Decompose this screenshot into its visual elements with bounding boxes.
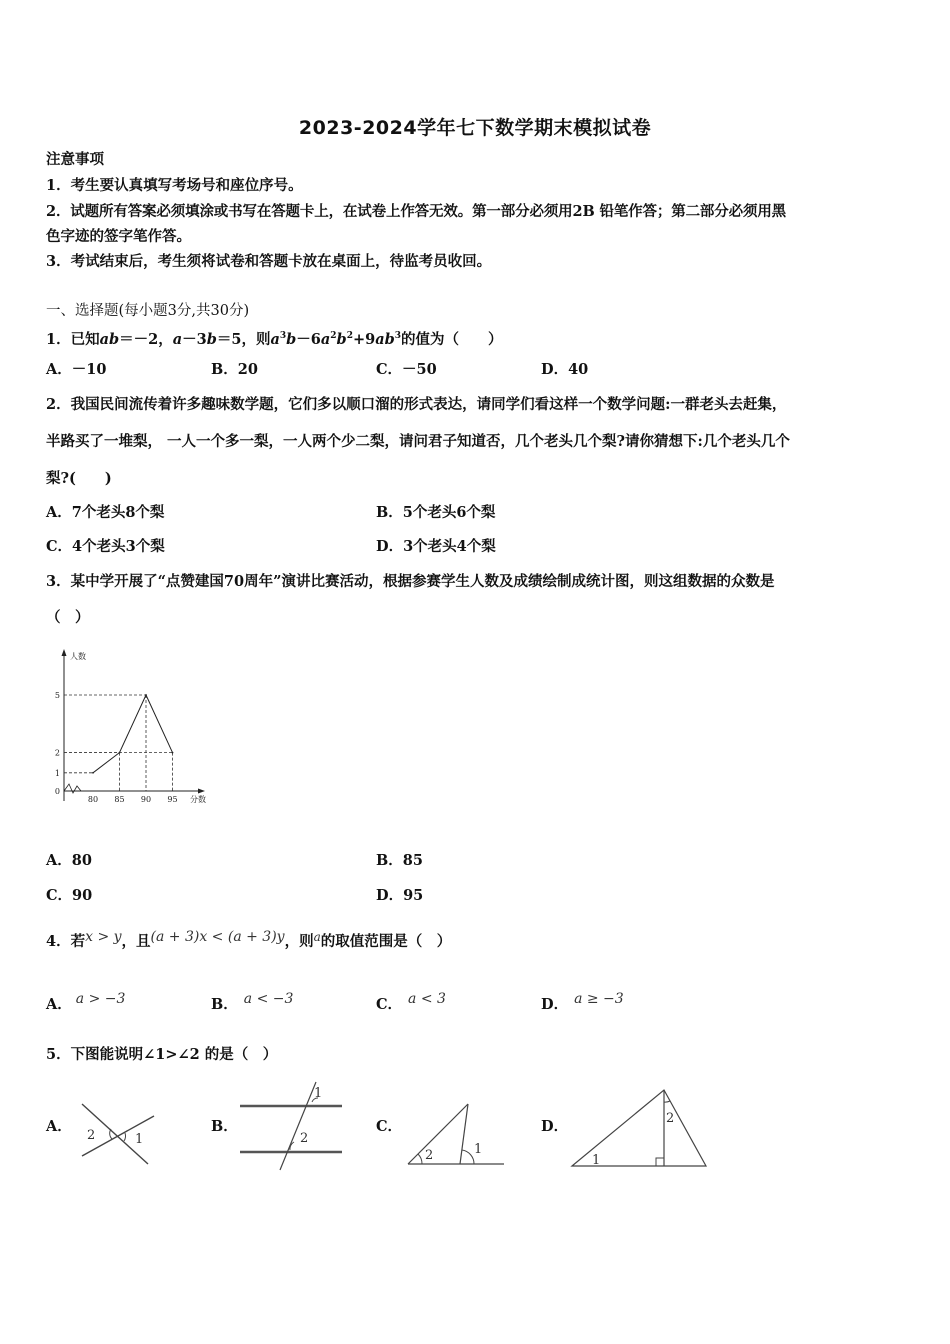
q1-text: ＝5，则: [216, 330, 271, 348]
q4-condition-1: x > y: [85, 929, 122, 945]
angle-label-2: 2: [87, 1128, 96, 1143]
q5-option-c[interactable]: C．: [376, 1118, 403, 1135]
q4-option-b[interactable]: [211, 991, 294, 1014]
y-tick-label: 0: [54, 787, 60, 796]
q1-var: b: [286, 330, 297, 348]
q5-option-a[interactable]: A．: [46, 1118, 72, 1135]
notice-item: 2．试题所有答案必须填涂或书写在答题卡上，在试卷上作答无效。第一部分必须用2B 铅笔作答；第二部分必须用黑: [46, 203, 787, 220]
q1-suffix: 的值为（ ）: [401, 330, 503, 348]
question-4: [46, 929, 452, 951]
option-expr: a ≥ −3: [574, 991, 624, 1007]
q1-option-a[interactable]: A．－10: [46, 361, 107, 378]
q1-option-c[interactable]: C．－50: [376, 361, 437, 378]
option-expr: a < −3: [243, 991, 294, 1007]
q5-figure-c[interactable]: [404, 1098, 508, 1168]
question-3-line: 3．某中学开展了“点赞建国70周年”演讲比赛活动，根据参赛学生人数及成绩绘制成统计图，则这组数据的众数是: [46, 573, 775, 590]
q1-exp: 3: [279, 331, 287, 341]
y-axis-label: 人数: [70, 652, 86, 661]
notice-heading: 注意事项: [46, 151, 104, 168]
right-angle-mark: [656, 1158, 664, 1166]
angle-arc: [124, 1133, 126, 1141]
axis-break: [64, 784, 81, 793]
section-heading: 一、选择题(每小题3分,共30分): [46, 303, 250, 319]
question-2-line: 2．我国民间流传着许多趣味数学题，它们多以顺口溜的形式表达，请同学们看这样一个数学问题:一群老头去赶集，: [46, 396, 787, 413]
q1-option-d[interactable]: D．40: [541, 361, 589, 378]
x-axis-label: 分数: [190, 795, 206, 804]
q1-var: b: [206, 330, 217, 348]
angle-arc: [664, 1101, 670, 1102]
q1-var: a: [270, 330, 280, 348]
q2-option-a[interactable]: A．7个老头8个梨: [46, 504, 165, 521]
x-axis-arrow: [198, 789, 205, 794]
notice-item: 3．考试结束后，考生须将试卷和答题卡放在桌面上，待监考员收回。: [46, 253, 492, 270]
y-tick-label: 1: [54, 768, 60, 778]
q4-mid2: ，则: [284, 933, 314, 950]
q3-option-d[interactable]: D．95: [376, 887, 424, 904]
angle-arc: [418, 1154, 422, 1164]
page-title: 2023-2024学年七下数学期末模拟试卷: [298, 117, 652, 139]
y-tick-label: 2: [54, 748, 60, 758]
q4-suffix: 的取值范围是（ ）: [320, 933, 452, 950]
q4-mid: ，且: [121, 933, 151, 950]
q3-option-b[interactable]: B．85: [376, 852, 423, 869]
option-expr: a < 3: [408, 991, 446, 1007]
q1-text: ＝－2，: [119, 330, 173, 348]
q3-option-c[interactable]: C．90: [46, 887, 93, 904]
angle-label-2: 2: [300, 1131, 309, 1146]
q5-option-b[interactable]: B．: [211, 1118, 238, 1135]
y-axis-arrow: [62, 649, 67, 656]
q5-option-d[interactable]: D．: [541, 1118, 569, 1135]
option-expr: a > −3: [75, 991, 126, 1007]
x-tick-label: 95: [167, 795, 178, 804]
angle-arc: [462, 1150, 474, 1164]
q1-var: ab: [375, 330, 395, 348]
q1-option-b[interactable]: B．20: [211, 361, 258, 378]
q1-var: ab: [99, 330, 120, 348]
data-point: [172, 752, 174, 754]
question-5: 5．下图能说明∠1>∠2 的是（ ）: [46, 1046, 278, 1063]
line: [460, 1104, 468, 1164]
option-label: C．: [376, 996, 403, 1013]
angle-label-2: 2: [425, 1148, 434, 1163]
x-tick-label: 80: [87, 795, 99, 804]
q1-var: a: [172, 330, 183, 348]
score-line-chart: [40, 645, 230, 810]
q2-option-c[interactable]: C．4个老头3个梨: [46, 538, 165, 555]
line: [280, 1082, 316, 1170]
angle-label-1: 1: [314, 1086, 323, 1101]
q1-text: －3: [182, 330, 207, 348]
q4-option-c[interactable]: [376, 991, 446, 1014]
q1-text: －6: [296, 330, 321, 348]
data-point: [119, 752, 121, 754]
q4-option-a[interactable]: [46, 991, 126, 1014]
x-tick-label: 90: [140, 795, 152, 804]
question-2-line: 半路买了一堆梨， 一人一个多一梨，一人两个少二梨，请问君子知道否，几个老头几个梨?请你猜想下:几个老头几个: [46, 433, 790, 450]
data-point: [92, 772, 94, 774]
q4-var: a: [313, 930, 321, 944]
x-tick-label: 85: [114, 795, 125, 804]
q4-prefix: 4．若: [46, 933, 86, 950]
line: [408, 1104, 468, 1164]
question-3-line: （ ）: [46, 609, 90, 626]
option-label: A．: [46, 996, 72, 1013]
angle-label-1: 1: [592, 1153, 601, 1168]
q5-figure-a[interactable]: [76, 1098, 158, 1168]
q1-exp: 3: [394, 331, 402, 341]
angle-label-1: 1: [135, 1132, 144, 1147]
q2-option-d[interactable]: D．3个老头4个梨: [376, 538, 496, 555]
q1-exp: 2: [330, 331, 337, 341]
data-point: [145, 694, 147, 696]
q1-exp: 2: [346, 331, 353, 341]
question-2-line: 梨?( ): [46, 470, 112, 487]
option-label: B．: [211, 996, 238, 1013]
q1-text: +9: [352, 330, 376, 348]
notice-item: 1．考生要认真填写考场号和座位序号。: [46, 177, 303, 194]
q1-prefix: 1．已知: [46, 330, 100, 348]
y-tick-label: 5: [54, 691, 60, 700]
q1-var: a: [320, 330, 331, 348]
q3-option-a[interactable]: A．80: [46, 852, 92, 869]
q5-figure-b[interactable]: [236, 1080, 346, 1172]
q4-condition-2: (a + 3)x < (a + 3)y: [150, 929, 285, 945]
q2-option-b[interactable]: B．5个老头6个梨: [376, 504, 496, 521]
q4-option-d[interactable]: [541, 991, 624, 1014]
q1-var: b: [336, 330, 347, 348]
angle-label-2: 2: [666, 1111, 675, 1126]
q5-figure-d[interactable]: [568, 1084, 710, 1170]
angle-label-1: 1: [474, 1142, 483, 1157]
notice-item: 色字迹的签字笔作答。: [46, 228, 191, 245]
question-1: [46, 327, 503, 349]
series-line: [93, 695, 173, 773]
option-label: D．: [541, 996, 569, 1013]
